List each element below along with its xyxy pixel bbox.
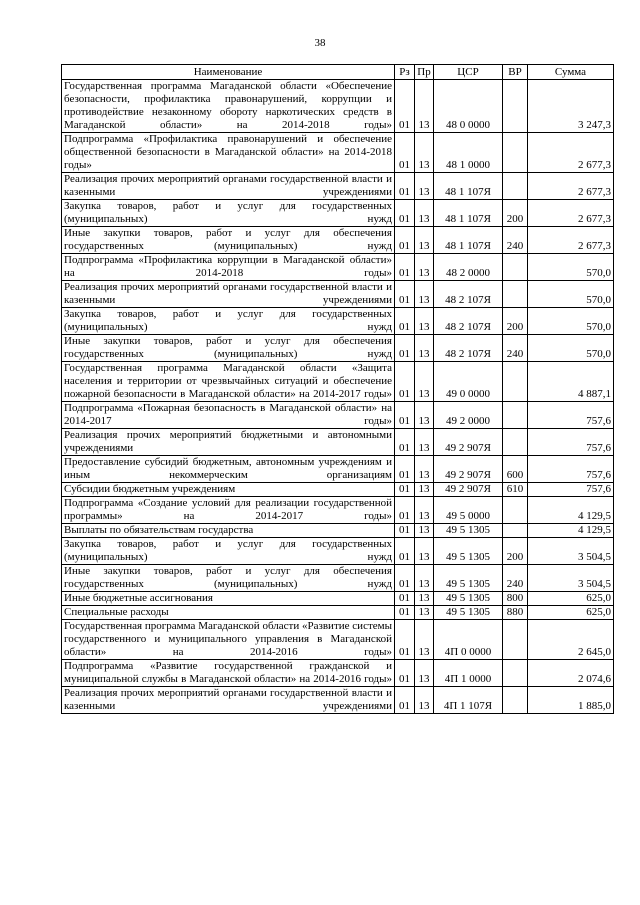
- cell-sum: 3 504,5: [528, 565, 614, 592]
- cell-sum: 570,0: [528, 335, 614, 362]
- cell-pr: 13: [415, 308, 434, 335]
- cell-csr: 49 5 1305: [434, 524, 503, 538]
- cell-csr: 49 5 1305: [434, 538, 503, 565]
- cell-name: Реализация прочих мероприятий бюджетными и автономными учреждениями: [62, 429, 395, 456]
- cell-sum: 4 887,1: [528, 362, 614, 402]
- table-row: [62, 456, 614, 483]
- cell-vr: [503, 429, 528, 456]
- cell-vr: 200: [503, 538, 528, 565]
- cell-vr: [503, 402, 528, 429]
- cell-name: Подпрограмма «Создание условий для реализации государственной программы» на 2014-2017 годы»: [62, 497, 395, 524]
- cell-pr: 13: [415, 281, 434, 308]
- cell-name: Выплаты по обязательствам государства: [62, 524, 395, 538]
- cell-pr: 13: [415, 335, 434, 362]
- cell-vr: 240: [503, 565, 528, 592]
- cell-csr: 48 1 107Я: [434, 227, 503, 254]
- cell-sum: 1 885,0: [528, 687, 614, 714]
- cell-sum: 3 504,5: [528, 538, 614, 565]
- cell-sum: 570,0: [528, 308, 614, 335]
- cell-rz: 01: [395, 592, 415, 606]
- cell-pr: 13: [415, 660, 434, 687]
- cell-vr: 200: [503, 200, 528, 227]
- cell-rz: 01: [395, 565, 415, 592]
- page-number: 38: [314, 37, 326, 49]
- table-row: [62, 335, 614, 362]
- cell-csr: 49 2 907Я: [434, 456, 503, 483]
- cell-rz: 01: [395, 362, 415, 402]
- table-row: [62, 660, 614, 687]
- header-vr: ВР: [503, 65, 528, 80]
- cell-rz: 01: [395, 335, 415, 362]
- cell-csr: 49 2 907Я: [434, 429, 503, 456]
- cell-name: Иные бюджетные ассигнования: [62, 592, 395, 606]
- cell-rz: 01: [395, 538, 415, 565]
- cell-pr: 13: [415, 200, 434, 227]
- cell-pr: 13: [415, 80, 434, 133]
- cell-csr: 49 5 1305: [434, 592, 503, 606]
- header-sum: Сумма: [528, 65, 614, 80]
- cell-rz: 01: [395, 402, 415, 429]
- cell-rz: 01: [395, 200, 415, 227]
- cell-csr: 49 5 0000: [434, 497, 503, 524]
- cell-rz: 01: [395, 497, 415, 524]
- cell-csr: 49 5 1305: [434, 606, 503, 620]
- cell-name: Субсидии бюджетным учреждениям: [62, 483, 395, 497]
- cell-name: Подпрограмма «Профилактика коррупции в Магаданской области» на 2014-2018 годы»: [62, 254, 395, 281]
- cell-pr: 13: [415, 456, 434, 483]
- cell-csr: 49 5 1305: [434, 565, 503, 592]
- table-row: [62, 620, 614, 660]
- cell-name: Иные закупки товаров, работ и услуг для обеспечения государственных (муниципальных) нужд: [62, 335, 395, 362]
- cell-name: Иные закупки товаров, работ и услуг для обеспечения государственных (муниципальных) нужд: [62, 565, 395, 592]
- cell-pr: 13: [415, 620, 434, 660]
- cell-rz: 01: [395, 483, 415, 497]
- table-header-row: [62, 65, 614, 80]
- cell-csr: 48 1 107Я: [434, 200, 503, 227]
- cell-vr: 800: [503, 592, 528, 606]
- cell-sum: 2 677,3: [528, 133, 614, 173]
- cell-vr: [503, 524, 528, 538]
- cell-name: Подпрограмма «Профилактика правонарушений и обеспечение общественной безопасности в Магаданской области» на 2014-2018 годы»: [62, 133, 395, 173]
- table-row: [62, 227, 614, 254]
- table-row: [62, 497, 614, 524]
- cell-vr: [503, 80, 528, 133]
- cell-name: Реализация прочих мероприятий органами государственной власти и казенными учреждениями: [62, 173, 395, 200]
- cell-pr: 13: [415, 362, 434, 402]
- table-row: [62, 362, 614, 402]
- cell-pr: 13: [415, 402, 434, 429]
- cell-sum: 2 677,3: [528, 173, 614, 200]
- table-row: [62, 254, 614, 281]
- cell-name: Подпрограмма «Развитие государственной гражданской и муниципальной службы в Магаданской области» на 2014-2016 годы»: [62, 660, 395, 687]
- budget-table: [61, 64, 614, 714]
- cell-pr: 13: [415, 538, 434, 565]
- cell-vr: [503, 362, 528, 402]
- header-csr: ЦСР: [434, 65, 503, 80]
- cell-name: Иные закупки товаров, работ и услуг для обеспечения государственных (муниципальных) нужд: [62, 227, 395, 254]
- cell-rz: 01: [395, 660, 415, 687]
- cell-rz: 01: [395, 254, 415, 281]
- cell-rz: 01: [395, 429, 415, 456]
- cell-name: Закупка товаров, работ и услуг для государственных (муниципальных) нужд: [62, 308, 395, 335]
- cell-csr: 49 2 0000: [434, 402, 503, 429]
- table-row: [62, 281, 614, 308]
- table-row: [62, 687, 614, 714]
- table-row: [62, 308, 614, 335]
- cell-pr: 13: [415, 687, 434, 714]
- cell-csr: 48 1 0000: [434, 133, 503, 173]
- cell-name: Закупка товаров, работ и услуг для государственных (муниципальных) нужд: [62, 200, 395, 227]
- header-pr: Пр: [415, 65, 434, 80]
- table-row: [62, 133, 614, 173]
- cell-sum: 3 247,3: [528, 80, 614, 133]
- cell-sum: 2 645,0: [528, 620, 614, 660]
- cell-pr: 13: [415, 133, 434, 173]
- cell-rz: 01: [395, 227, 415, 254]
- cell-csr: 4П 1 0000: [434, 660, 503, 687]
- cell-rz: 01: [395, 133, 415, 173]
- table-row: [62, 592, 614, 606]
- cell-rz: 01: [395, 173, 415, 200]
- cell-pr: 13: [415, 565, 434, 592]
- cell-rz: 01: [395, 308, 415, 335]
- cell-csr: 49 2 907Я: [434, 483, 503, 497]
- cell-pr: 13: [415, 524, 434, 538]
- cell-sum: 757,6: [528, 483, 614, 497]
- cell-vr: [503, 660, 528, 687]
- cell-vr: [503, 687, 528, 714]
- header-name: Наименование: [62, 65, 395, 80]
- cell-csr: 48 2 107Я: [434, 281, 503, 308]
- cell-pr: 13: [415, 606, 434, 620]
- cell-vr: 240: [503, 335, 528, 362]
- cell-rz: 01: [395, 456, 415, 483]
- cell-pr: 13: [415, 227, 434, 254]
- cell-sum: 625,0: [528, 606, 614, 620]
- cell-sum: 2 677,3: [528, 227, 614, 254]
- cell-sum: 570,0: [528, 254, 614, 281]
- table-row: [62, 402, 614, 429]
- cell-pr: 13: [415, 497, 434, 524]
- cell-vr: 610: [503, 483, 528, 497]
- cell-csr: 4П 1 107Я: [434, 687, 503, 714]
- cell-rz: 01: [395, 281, 415, 308]
- cell-sum: 2 677,3: [528, 200, 614, 227]
- cell-csr: 49 0 0000: [434, 362, 503, 402]
- cell-vr: 600: [503, 456, 528, 483]
- cell-rz: 01: [395, 80, 415, 133]
- cell-vr: [503, 133, 528, 173]
- cell-rz: 01: [395, 524, 415, 538]
- cell-rz: 01: [395, 620, 415, 660]
- cell-csr: 48 2 107Я: [434, 335, 503, 362]
- cell-vr: [503, 497, 528, 524]
- cell-pr: 13: [415, 173, 434, 200]
- table-row: [62, 565, 614, 592]
- cell-csr: 4П 0 0000: [434, 620, 503, 660]
- table-row: [62, 200, 614, 227]
- cell-sum: 757,6: [528, 456, 614, 483]
- cell-csr: 48 1 107Я: [434, 173, 503, 200]
- cell-csr: 48 2 0000: [434, 254, 503, 281]
- header-rz: Рз: [395, 65, 415, 80]
- table-row: [62, 80, 614, 133]
- cell-name: Подпрограмма «Пожарная безопасность в Магаданской области» на 2014-2017 годы»: [62, 402, 395, 429]
- cell-sum: 757,6: [528, 429, 614, 456]
- cell-name: Закупка товаров, работ и услуг для государственных (муниципальных) нужд: [62, 538, 395, 565]
- cell-name: Государственная программа Магаданской области «Защита населения и территории от чрезвычайных ситуаций и обеспечение пожарной безопасности в Магаданской области» на 2014-2017 годы»: [62, 362, 395, 402]
- table-row: [62, 606, 614, 620]
- cell-vr: [503, 620, 528, 660]
- cell-csr: 48 2 107Я: [434, 308, 503, 335]
- cell-rz: 01: [395, 606, 415, 620]
- cell-name: Государственная программа Магаданской области «Обеспечение безопасности, профилактика правонарушений, коррупции и противодействие незаконному обороту наркотических средств в Магаданской области» на 2014-2018 годы»: [62, 80, 395, 133]
- table-row: [62, 524, 614, 538]
- cell-name: Реализация прочих мероприятий органами государственной власти и казенными учреждениями: [62, 281, 395, 308]
- cell-sum: 570,0: [528, 281, 614, 308]
- table-row: [62, 429, 614, 456]
- cell-csr: 48 0 0000: [434, 80, 503, 133]
- cell-pr: 13: [415, 592, 434, 606]
- cell-vr: [503, 173, 528, 200]
- cell-pr: 13: [415, 483, 434, 497]
- cell-vr: 880: [503, 606, 528, 620]
- table-row: [62, 173, 614, 200]
- cell-vr: 200: [503, 308, 528, 335]
- cell-pr: 13: [415, 429, 434, 456]
- cell-vr: [503, 281, 528, 308]
- cell-pr: 13: [415, 254, 434, 281]
- cell-name: Реализация прочих мероприятий органами государственной власти и казенными учреждениями: [62, 687, 395, 714]
- table-row: [62, 483, 614, 497]
- cell-sum: 4 129,5: [528, 524, 614, 538]
- cell-vr: 240: [503, 227, 528, 254]
- cell-name: Государственная программа Магаданской области «Развитие системы государственного и муниципального управления в Магаданской области» на 2014-2016 годы»: [62, 620, 395, 660]
- cell-vr: [503, 254, 528, 281]
- cell-name: Предоставление субсидий бюджетным, автономным учреждениям и иным некоммерческим организациям: [62, 456, 395, 483]
- cell-rz: 01: [395, 687, 415, 714]
- cell-sum: 4 129,5: [528, 497, 614, 524]
- cell-sum: 625,0: [528, 592, 614, 606]
- cell-sum: 2 074,6: [528, 660, 614, 687]
- cell-sum: 757,6: [528, 402, 614, 429]
- cell-name: Специальные расходы: [62, 606, 395, 620]
- table-row: [62, 538, 614, 565]
